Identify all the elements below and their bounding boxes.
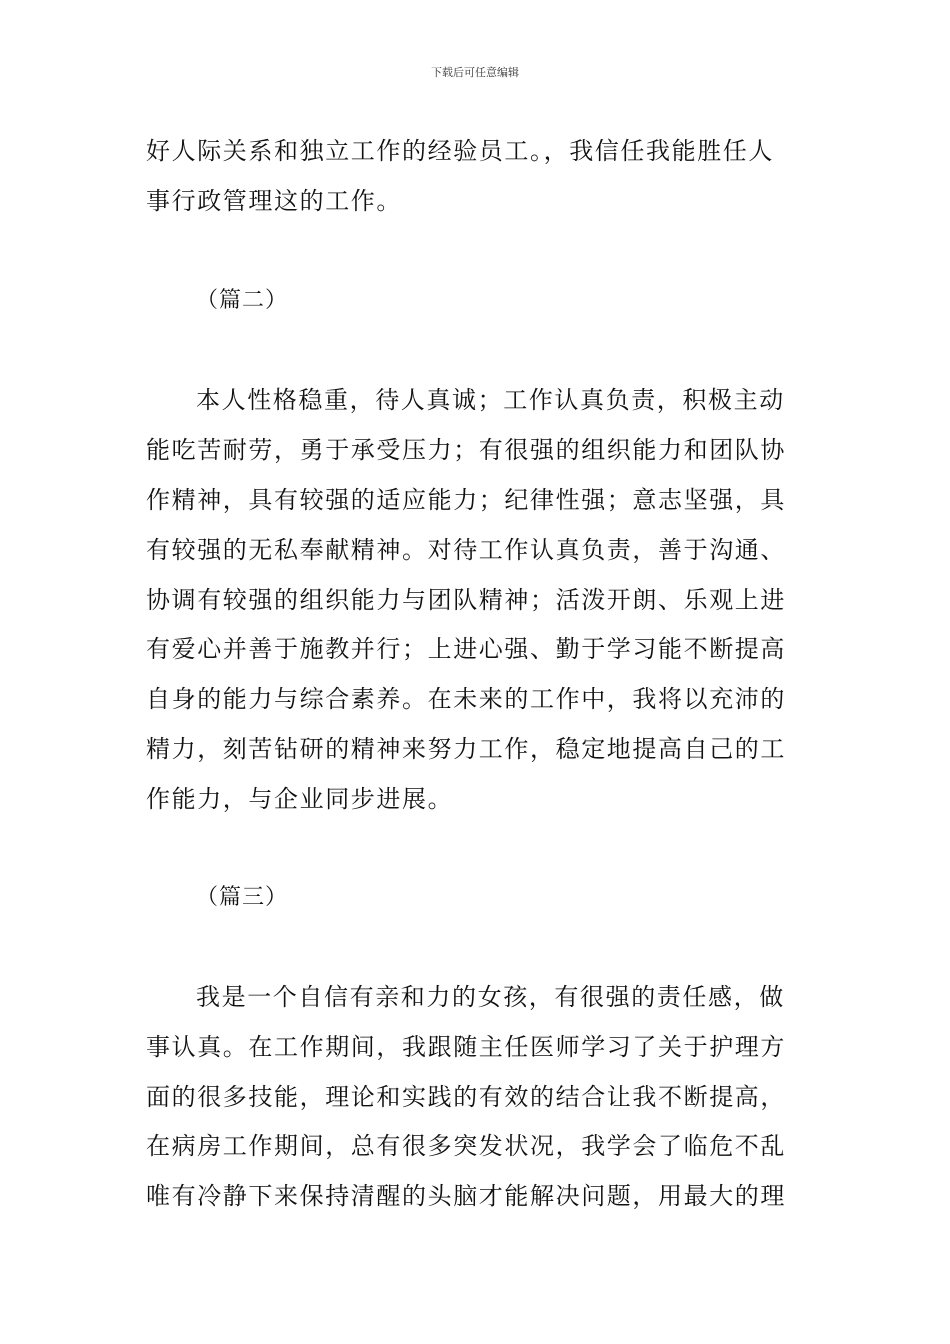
paragraph-3-line-2: 事认真。在工作期间，我跟随主任医师学习了关于护理方: [146, 1033, 786, 1061]
paragraph-1-line-1: 好人际关系和独立工作的经验员工。，我信任我能胜任人: [146, 137, 774, 165]
paragraph-3-line-5: 唯有冷静下来保持清醒的头脑才能解决问题，用最大的理: [146, 1182, 786, 1210]
paragraph-3-line-3: 面的很多技能，理论和实践的有效的结合让我不断提高，: [146, 1083, 786, 1111]
paragraph-2-line-4: 有较强的无私奉献精神。对待工作认真负责，善于沟通、: [146, 536, 786, 564]
paragraph-2-line-8: 精力，刻苦钻研的精神来努力工作，稳定地提高自己的工: [146, 735, 786, 763]
page-header: 下载后可任意编辑: [431, 66, 519, 79]
paragraph-2-line-2: 能吃苦耐劳，勇于承受压力；有很强的组织能力和团队协: [146, 436, 786, 464]
section-heading-3: （篇三）: [196, 885, 289, 910]
paragraph-3-line-4: 在病房工作期间，总有很多突发状况，我学会了临危不乱: [146, 1132, 786, 1160]
paragraph-3-line-1: 我是一个自信有亲和力的女孩，有很强的责任感，做: [196, 983, 785, 1011]
paragraph-2-line-5: 协调有较强的组织能力与团队精神；活泼开朗、乐观上进: [146, 586, 786, 614]
paragraph-2-line-9: 作能力，与企业同步进展。: [146, 785, 454, 813]
paragraph-2-line-1: 本人性格稳重，待人真诚；工作认真负责，积极主动: [196, 386, 785, 414]
section-heading-2: （篇二）: [196, 288, 289, 313]
paragraph-2-line-7: 自身的能力与综合素养。在未来的工作中，我将以充沛的: [146, 685, 786, 713]
paragraph-2-line-6: 有爱心并善于施教并行；上进心强、勤于学习能不断提高: [146, 635, 786, 663]
paragraph-1-line-2: 事行政管理这的工作。: [146, 187, 402, 215]
paragraph-2-line-3: 作精神，具有较强的适应能力；纪律性强；意志坚强，具: [146, 486, 786, 514]
